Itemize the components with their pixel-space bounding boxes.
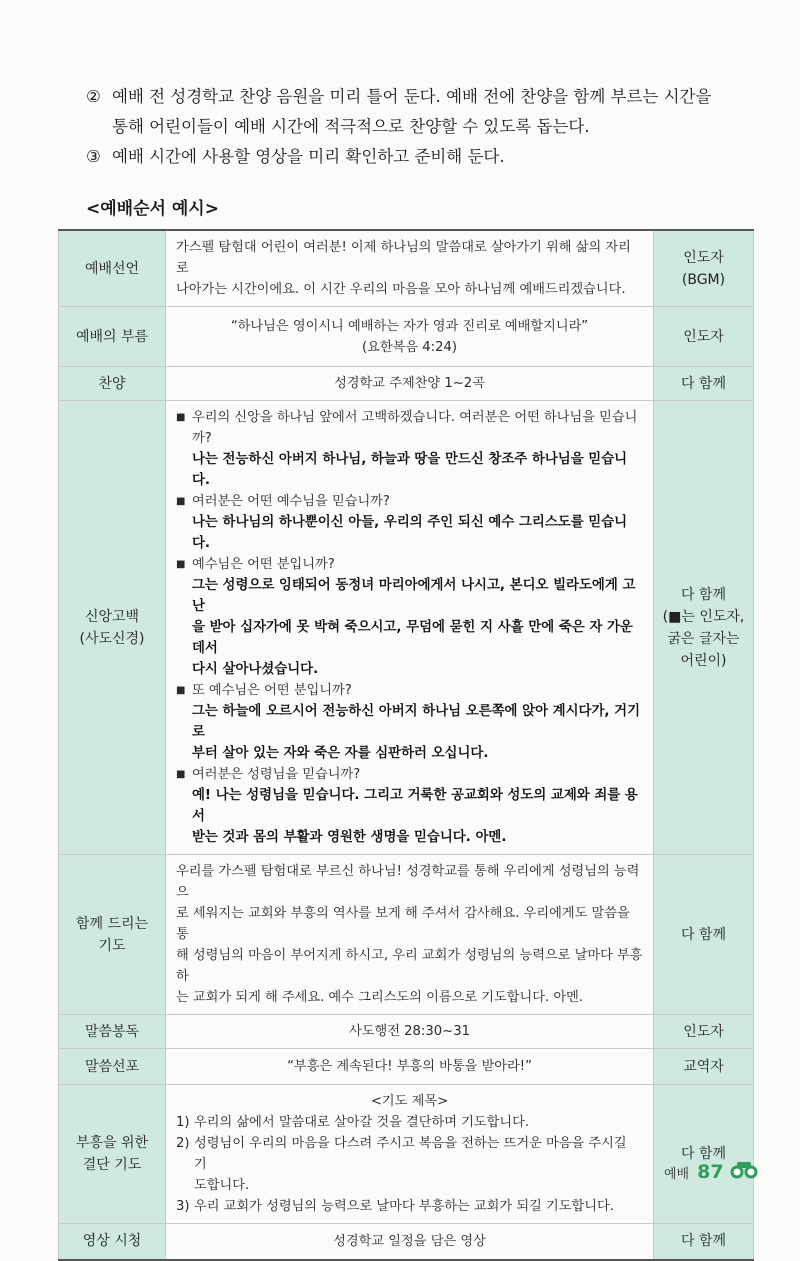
children-answer: 그는 성령으로 잉태되어 동정녀 마리아에게서 나시고, 본디오 빌라도에게 고난 bbox=[192, 578, 636, 614]
list-item-continued: 도합니다. bbox=[194, 1178, 250, 1193]
row-content: 사도행전 28:30~31 bbox=[166, 1015, 654, 1049]
children-answer: 예! 나는 성령님을 믿습니다. 그리고 거룩한 공교회와 성도의 교제와 죄를 용서 bbox=[192, 788, 638, 824]
row-role: 다 함께 (■는 인도자, 굵은 글자는 어린이) bbox=[654, 401, 754, 855]
children-answer: 나는 전능하신 아버지 하나님, 하늘과 땅을 만드신 창조주 하나님을 믿습니다. bbox=[192, 452, 628, 488]
leader-question: ■ 여러분은 성령님을 믿습니까? bbox=[176, 764, 643, 785]
leader-question: ■ 또 예수님은 어떤 분입니까? bbox=[176, 680, 643, 701]
square-bullet-icon: ■ bbox=[176, 769, 186, 780]
section-name: 예배 bbox=[664, 1166, 690, 1182]
row-role: 인도자 (BGM) bbox=[654, 230, 754, 307]
children-answer: 부터 살아 있는 자와 죽은 자를 심판하러 오십니다. bbox=[192, 746, 489, 761]
leader-question: ■ 여러분은 어떤 예수님을 믿습니까? bbox=[176, 491, 643, 512]
row-role: 다 함께 bbox=[654, 1085, 754, 1224]
list-item: 1) 우리의 삶에서 말씀대로 살아갈 것을 결단하며 기도합니다. bbox=[176, 1115, 530, 1130]
row-label: 말씀선포 bbox=[59, 1049, 166, 1085]
children-answer: 을 받아 십자가에 못 박혀 죽으시고, 무덤에 묻힌 지 사흘 만에 죽은 자 가운데서 bbox=[192, 620, 633, 656]
intro-item bbox=[86, 142, 766, 172]
item-number: ② bbox=[86, 87, 101, 106]
table-row bbox=[59, 855, 754, 1015]
row-label: 신앙고백 (사도신경) bbox=[59, 401, 166, 855]
leader-question: ■ 우리의 신앙을 하나님 앞에서 고백하겠습니다. 여러분은 어떤 하나님을 믿습니까? bbox=[176, 407, 643, 449]
page-number: 87 bbox=[697, 1161, 724, 1183]
section-title: <예배순서 예시> bbox=[86, 199, 219, 219]
worship-order-table bbox=[58, 229, 754, 1261]
row-role: 다 함께 bbox=[654, 855, 754, 1015]
table-row bbox=[59, 1049, 754, 1085]
row-content: 가스펠 탐험대 어린이 여러분! 이제 하나님의 말씀대로 살아가기 위해 삶의 자리로 나아가는 시간이에요. 이 시간 우리의 마음을 모아 하나님께 예배드리겠습니다. bbox=[166, 230, 654, 307]
intro-list bbox=[86, 82, 766, 172]
creed-content bbox=[166, 401, 654, 855]
intro-text: 통해 어린이들이 예배 시간에 적극적으로 찬양할 수 있도록 돕는다. bbox=[112, 117, 590, 136]
leader-question: ■ 예수님은 어떤 분입니까? bbox=[176, 554, 643, 575]
row-role: 교역자 bbox=[654, 1049, 754, 1085]
table-row bbox=[59, 1085, 754, 1224]
row-label: 찬양 bbox=[59, 367, 166, 401]
children-answer: 다시 살아나셨습니다. bbox=[192, 662, 319, 677]
intro-text: 예배 전 성경학교 찬양 음원을 미리 틀어 둔다. 예배 전에 찬양을 함께 부르는 시간을 bbox=[112, 87, 712, 106]
item-number: ③ bbox=[86, 147, 101, 166]
page-footer bbox=[664, 1160, 758, 1184]
row-label: 예배선언 bbox=[59, 230, 166, 307]
intro-text: 예배 시간에 사용할 영상을 미리 확인하고 준비해 둔다. bbox=[112, 147, 505, 166]
list-item: 2) 성령님이 우리의 마음을 다스려 주시고 복음을 전하는 뜨거운 마음을 주시길 기 bbox=[176, 1136, 627, 1172]
row-role: 인도자 bbox=[654, 307, 754, 367]
row-label: 부흥을 위한 결단 기도 bbox=[59, 1085, 166, 1224]
binoculars-icon bbox=[730, 1160, 758, 1184]
row-content: 성경학교 일정을 담은 영상 bbox=[166, 1224, 654, 1260]
square-bullet-icon: ■ bbox=[176, 496, 186, 507]
row-label: 영상 시청 bbox=[59, 1224, 166, 1260]
row-role: 다 함께 bbox=[654, 1224, 754, 1260]
row-label: 함께 드리는 기도 bbox=[59, 855, 166, 1015]
row-label: 말씀봉독 bbox=[59, 1015, 166, 1049]
list-item: 3) 우리 교회가 성령님의 능력으로 날마다 부흥하는 교회가 되길 기도합니다. bbox=[176, 1199, 614, 1214]
table-row bbox=[59, 1224, 754, 1260]
row-role: 인도자 bbox=[654, 1015, 754, 1049]
table-row bbox=[59, 230, 754, 307]
row-content: “부흥은 계속된다! 부흥의 바통을 받아라!” bbox=[166, 1049, 654, 1085]
children-answer: 나는 하나님의 하나뿐이신 아들, 우리의 주인 되신 예수 그리스도를 믿습니다. bbox=[192, 515, 628, 551]
children-answer: 그는 하늘에 오르시어 전능하신 아버지 하나님 오른쪽에 앉아 계시다가, 거기로 bbox=[192, 704, 641, 740]
square-bullet-icon: ■ bbox=[176, 412, 186, 423]
prayer-title: <기도 제목> bbox=[370, 1094, 449, 1109]
row-content: 우리를 가스펠 탐험대로 부르신 하나님! 성경학교를 통해 우리에게 성령님의 능력으 로 세워지는 교회와 부흥의 역사를 보게 해 주셔서 감사해요. 우리에게도 말씀을 통 해 성령님의 마음이 부어지게 하시고, 우리 교회가 성령님의 능력으로 날마다 부흥하 는 교회가 되게 해 주세요. 예수 그리스도의 이름으로 기도합니다. 아멘. bbox=[166, 855, 654, 1015]
intro-item bbox=[86, 82, 766, 112]
row-label: 예배의 부름 bbox=[59, 307, 166, 367]
table-row bbox=[59, 401, 754, 855]
row-role: 다 함께 bbox=[654, 367, 754, 401]
row-content: “하나님은 영이시니 예배하는 자가 영과 진리로 예배할지니라” (요한복음 4:24) bbox=[166, 307, 654, 367]
square-bullet-icon: ■ bbox=[176, 559, 186, 570]
table-row bbox=[59, 1015, 754, 1049]
square-bullet-icon: ■ bbox=[176, 685, 186, 696]
prayer-topics bbox=[166, 1085, 654, 1224]
row-content: 성경학교 주제찬양 1~2곡 bbox=[166, 367, 654, 401]
table-row bbox=[59, 307, 754, 367]
table-row bbox=[59, 367, 754, 401]
children-answer: 받는 것과 몸의 부활과 영원한 생명을 믿습니다. 아멘. bbox=[192, 830, 507, 845]
